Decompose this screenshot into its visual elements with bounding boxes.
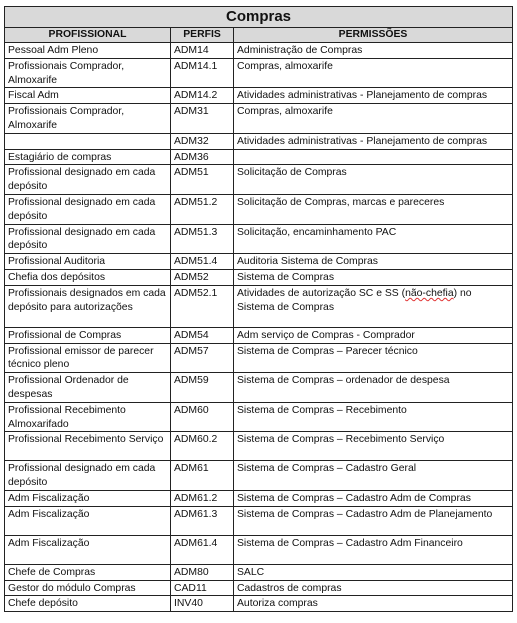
cell-perfil: ADM59	[171, 373, 234, 403]
cell-profissional: Profissionais Comprador, Almoxarife	[5, 104, 171, 134]
cell-profissional: Profissional designado em cada depósito	[5, 461, 171, 491]
cell-permissao: Sistema de Compras	[234, 269, 513, 285]
cell-permissao: Atividades administrativas - Planejamento de compras	[234, 88, 513, 104]
cell-perfil: ADM31	[171, 104, 234, 134]
cell-permissao: Sistema de Compras – Cadastro Adm de Compras	[234, 490, 513, 506]
table-row	[5, 149, 513, 165]
cell-permissao: Sistema de Compras – Recebimento	[234, 402, 513, 432]
cell-profissional: Chefe depósito	[5, 596, 171, 612]
cell-permissao: SALC	[234, 564, 513, 580]
table-row	[5, 88, 513, 104]
cell-perfil: ADM14.2	[171, 88, 234, 104]
cell-profissional: Profissional designado em cada depósito	[5, 224, 171, 254]
cell-perfil: ADM51	[171, 165, 234, 195]
cell-perfil: ADM61.3	[171, 506, 234, 535]
cell-perfil: INV40	[171, 596, 234, 612]
table-row	[5, 506, 513, 535]
cell-profissional: Chefe de Compras	[5, 564, 171, 580]
cell-perfil: ADM61.2	[171, 490, 234, 506]
cell-profissional: Estagiário de compras	[5, 149, 171, 165]
table-row	[5, 285, 513, 327]
table-row	[5, 564, 513, 580]
table-row	[5, 461, 513, 491]
cell-profissional	[5, 133, 171, 149]
cell-perfil: ADM51.4	[171, 254, 234, 270]
table-row	[5, 327, 513, 343]
table-row	[5, 269, 513, 285]
table-row	[5, 580, 513, 596]
cell-profissional: Profissionais designados em cada depósito para autorizações	[5, 285, 171, 327]
cell-perfil: ADM57	[171, 343, 234, 373]
cell-perfil: ADM14	[171, 43, 234, 59]
cell-perfil: ADM51.2	[171, 194, 234, 224]
compras-table	[4, 6, 513, 612]
header-profissional: PROFISSIONAL	[5, 28, 171, 43]
cell-profissional: Chefia dos depósitos	[5, 269, 171, 285]
table-row	[5, 535, 513, 564]
cell-perfil: ADM51.3	[171, 224, 234, 254]
cell-permissao: Cadastros de compras	[234, 580, 513, 596]
cell-profissional: Profissional Ordenador de despesas	[5, 373, 171, 403]
cell-profissional: Profissional designado em cada depósito	[5, 194, 171, 224]
title-row	[5, 7, 513, 28]
table-row	[5, 402, 513, 432]
table-row	[5, 343, 513, 373]
cell-perfil: CAD11	[171, 580, 234, 596]
cell-profissional: Profissionais Comprador, Almoxarife	[5, 58, 171, 88]
table-row	[5, 224, 513, 254]
cell-permissao	[234, 149, 513, 165]
table-row	[5, 373, 513, 403]
cell-perfil: ADM52.1	[171, 285, 234, 327]
table-row	[5, 490, 513, 506]
cell-permissao: Sistema de Compras – Parecer técnico	[234, 343, 513, 373]
cell-permissao: Compras, almoxarife	[234, 58, 513, 88]
table-row	[5, 432, 513, 461]
cell-perfil: ADM61.4	[171, 535, 234, 564]
cell-perfil: ADM52	[171, 269, 234, 285]
cell-permissao: Adm serviço de Compras - Comprador	[234, 327, 513, 343]
cell-profissional: Profissional de Compras	[5, 327, 171, 343]
cell-perfil: ADM80	[171, 564, 234, 580]
cell-profissional: Adm Fiscalização	[5, 506, 171, 535]
cell-profissional: Gestor do módulo Compras	[5, 580, 171, 596]
cell-perfil: ADM54	[171, 327, 234, 343]
header-permissoes: PERMISSÕES	[234, 28, 513, 43]
cell-permissao: Solicitação de Compras	[234, 165, 513, 195]
cell-profissional: Adm Fiscalização	[5, 535, 171, 564]
cell-permissao: Sistema de Compras – Cadastro Geral	[234, 461, 513, 491]
header-perfis: PERFIS	[171, 28, 234, 43]
header-row	[5, 28, 513, 43]
cell-permissao: Sistema de Compras – ordenador de despesa	[234, 373, 513, 403]
table-row	[5, 58, 513, 88]
cell-permissao	[234, 285, 513, 327]
cell-permissao: Sistema de Compras – Recebimento Serviço	[234, 432, 513, 461]
cell-permissao: Compras, almoxarife	[234, 104, 513, 134]
cell-profissional: Profissional Auditoria	[5, 254, 171, 270]
table-row	[5, 194, 513, 224]
table-row	[5, 104, 513, 134]
cell-profissional: Profissional designado em cada depósito	[5, 165, 171, 195]
cell-permissao: Solicitação, encaminhamento PAC	[234, 224, 513, 254]
cell-profissional: Fiscal Adm	[5, 88, 171, 104]
table-row	[5, 43, 513, 59]
cell-permissao: Administração de Compras	[234, 43, 513, 59]
cell-permissao: Atividades administrativas - Planejamento de compras	[234, 133, 513, 149]
cell-profissional: Profissional Recebimento Serviço	[5, 432, 171, 461]
table-row	[5, 133, 513, 149]
cell-permissao: Auditoria Sistema de Compras	[234, 254, 513, 270]
table-row	[5, 596, 513, 612]
compras-document	[4, 6, 512, 612]
permissao-text: Atividades de autorização SC e SS (	[237, 287, 406, 299]
table-title: Compras	[5, 7, 513, 28]
cell-permissao: Autoriza compras	[234, 596, 513, 612]
cell-perfil: ADM61	[171, 461, 234, 491]
cell-permissao: Sistema de Compras – Cadastro Adm de Planejamento	[234, 506, 513, 535]
cell-perfil: ADM60.2	[171, 432, 234, 461]
cell-permissao: Solicitação de Compras, marcas e pareceres	[234, 194, 513, 224]
table-row	[5, 254, 513, 270]
table-row	[5, 165, 513, 195]
cell-perfil: ADM14.1	[171, 58, 234, 88]
cell-profissional: Profissional emissor de parecer técnico pleno	[5, 343, 171, 373]
cell-perfil: ADM36	[171, 149, 234, 165]
spellcheck-word: não-chefia	[405, 287, 454, 299]
cell-profissional: Profissional Recebimento Almoxarifado	[5, 402, 171, 432]
cell-profissional: Pessoal Adm Pleno	[5, 43, 171, 59]
cell-permissao: Sistema de Compras – Cadastro Adm Financeiro	[234, 535, 513, 564]
cell-perfil: ADM32	[171, 133, 234, 149]
cell-perfil: ADM60	[171, 402, 234, 432]
cell-profissional: Adm Fiscalização	[5, 490, 171, 506]
permissao-text: ) no Sistema de Compras	[237, 287, 472, 313]
